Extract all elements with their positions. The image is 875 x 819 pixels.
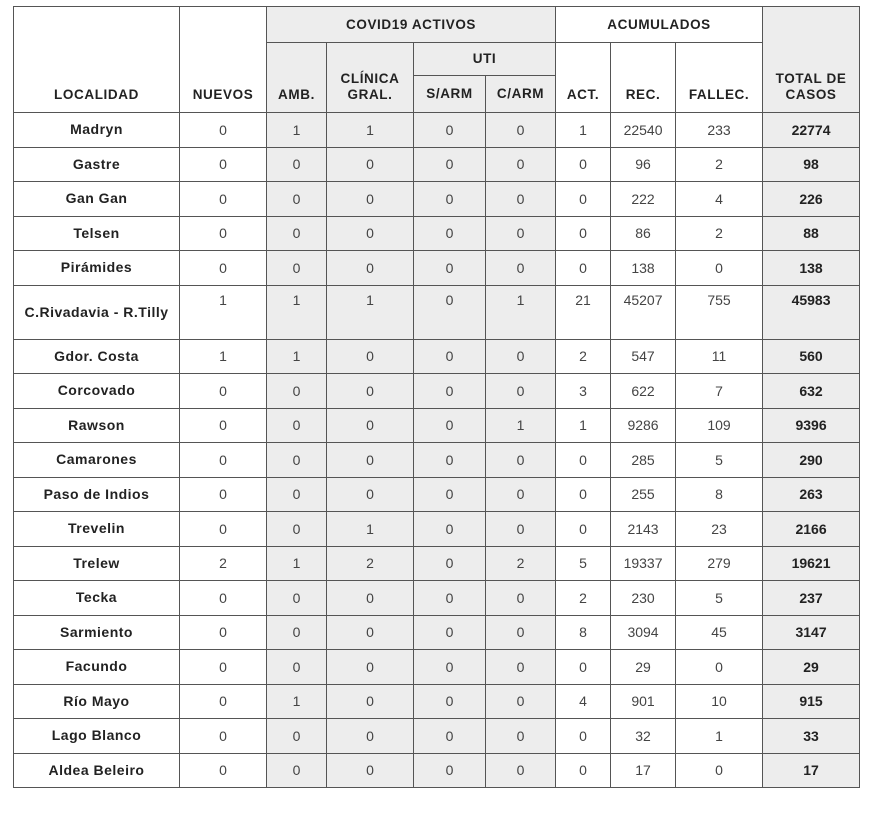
cell-nuevos: 0 (180, 581, 267, 616)
cell-total: 45983 (763, 285, 860, 339)
cell-c-arm: 0 (486, 512, 556, 547)
header-localidad: LOCALIDAD (14, 7, 180, 113)
cell-clinica: 1 (327, 285, 414, 339)
header-s-arm: S/ARM (414, 76, 486, 113)
cell-nuevos: 0 (180, 443, 267, 478)
cell-amb: 0 (267, 753, 327, 788)
table-row (14, 581, 860, 616)
cell-s-arm: 0 (414, 285, 486, 339)
cell-fallec: 7 (676, 374, 763, 409)
table-row (14, 477, 860, 512)
cell-s-arm: 0 (414, 339, 486, 374)
cell-fallec: 0 (676, 753, 763, 788)
cell-total: 290 (763, 443, 860, 478)
cell-s-arm: 0 (414, 581, 486, 616)
table-row (14, 408, 860, 443)
cell-fallec: 109 (676, 408, 763, 443)
cell-c-arm: 0 (486, 581, 556, 616)
cell-rec: 255 (611, 477, 676, 512)
cell-act: 0 (556, 512, 611, 547)
cell-nuevos: 0 (180, 216, 267, 251)
cell-localidad: Tecka (14, 581, 180, 616)
cell-total: 915 (763, 684, 860, 719)
cell-c-arm: 0 (486, 339, 556, 374)
header-total-casos: TOTAL DE CASOS (763, 7, 860, 113)
cell-rec: 138 (611, 251, 676, 286)
cell-c-arm: 0 (486, 147, 556, 182)
cell-localidad: Gastre (14, 147, 180, 182)
cell-amb: 0 (267, 615, 327, 650)
table-row (14, 374, 860, 409)
cell-nuevos: 0 (180, 182, 267, 217)
cell-rec: 901 (611, 684, 676, 719)
cell-amb: 0 (267, 374, 327, 409)
table-row (14, 719, 860, 754)
cell-clinica: 0 (327, 615, 414, 650)
table-body (14, 113, 860, 788)
cell-total: 560 (763, 339, 860, 374)
cell-c-arm: 0 (486, 477, 556, 512)
cell-fallec: 0 (676, 650, 763, 685)
cell-s-arm: 0 (414, 512, 486, 547)
cell-act: 0 (556, 719, 611, 754)
cell-nuevos: 0 (180, 147, 267, 182)
cell-fallec: 11 (676, 339, 763, 374)
cell-total: 19621 (763, 546, 860, 581)
cell-act: 8 (556, 615, 611, 650)
cell-clinica: 0 (327, 650, 414, 685)
table-row (14, 113, 860, 148)
cell-clinica: 0 (327, 477, 414, 512)
cell-s-arm: 0 (414, 251, 486, 286)
cell-nuevos: 1 (180, 339, 267, 374)
cell-fallec: 0 (676, 251, 763, 286)
cell-rec: 45207 (611, 285, 676, 339)
cell-localidad: Pirámides (14, 251, 180, 286)
cell-act: 0 (556, 753, 611, 788)
cell-s-arm: 0 (414, 216, 486, 251)
cell-s-arm: 0 (414, 443, 486, 478)
table-row (14, 339, 860, 374)
cell-clinica: 1 (327, 512, 414, 547)
table-row (14, 216, 860, 251)
cell-act: 0 (556, 477, 611, 512)
cell-amb: 0 (267, 512, 327, 547)
cell-amb: 0 (267, 408, 327, 443)
cell-rec: 86 (611, 216, 676, 251)
cell-nuevos: 0 (180, 113, 267, 148)
cell-clinica: 0 (327, 719, 414, 754)
cell-clinica: 0 (327, 374, 414, 409)
cell-localidad: Lago Blanco (14, 719, 180, 754)
cell-rec: 230 (611, 581, 676, 616)
cell-rec: 2143 (611, 512, 676, 547)
cell-clinica: 0 (327, 684, 414, 719)
cell-clinica: 0 (327, 408, 414, 443)
cell-s-arm: 0 (414, 753, 486, 788)
cell-nuevos: 0 (180, 684, 267, 719)
cell-fallec: 23 (676, 512, 763, 547)
cell-c-arm: 1 (486, 285, 556, 339)
cell-clinica: 0 (327, 147, 414, 182)
cell-amb: 1 (267, 113, 327, 148)
cell-localidad: Sarmiento (14, 615, 180, 650)
cell-nuevos: 1 (180, 285, 267, 339)
cell-nuevos: 0 (180, 719, 267, 754)
cell-localidad: Madryn (14, 113, 180, 148)
cell-amb: 0 (267, 443, 327, 478)
header-nuevos: NUEVOS (180, 7, 267, 113)
table-row (14, 546, 860, 581)
cell-amb: 0 (267, 581, 327, 616)
cell-nuevos: 0 (180, 251, 267, 286)
cell-rec: 96 (611, 147, 676, 182)
cell-c-arm: 0 (486, 753, 556, 788)
cell-amb: 1 (267, 684, 327, 719)
cell-fallec: 5 (676, 443, 763, 478)
header-c-arm: C/ARM (486, 76, 556, 113)
cell-rec: 3094 (611, 615, 676, 650)
cell-amb: 1 (267, 285, 327, 339)
header-act: ACT. (556, 43, 611, 113)
cell-nuevos: 0 (180, 408, 267, 443)
cell-total: 138 (763, 251, 860, 286)
cell-total: 226 (763, 182, 860, 217)
cell-nuevos: 0 (180, 374, 267, 409)
cell-s-arm: 0 (414, 113, 486, 148)
cell-act: 21 (556, 285, 611, 339)
cell-localidad: Telsen (14, 216, 180, 251)
cell-c-arm: 0 (486, 684, 556, 719)
header-uti: UTI (414, 43, 556, 76)
cell-clinica: 0 (327, 251, 414, 286)
cell-fallec: 45 (676, 615, 763, 650)
cell-fallec: 1 (676, 719, 763, 754)
table-row (14, 512, 860, 547)
cell-c-arm: 1 (486, 408, 556, 443)
header-clinica: CLÍNICA GRAL. (327, 43, 414, 113)
cell-s-arm: 0 (414, 684, 486, 719)
table-row (14, 147, 860, 182)
cell-fallec: 2 (676, 147, 763, 182)
cell-act: 0 (556, 147, 611, 182)
cell-act: 5 (556, 546, 611, 581)
cell-c-arm: 0 (486, 182, 556, 217)
cell-total: 3147 (763, 615, 860, 650)
cell-clinica: 0 (327, 443, 414, 478)
cell-c-arm: 0 (486, 251, 556, 286)
cell-total: 17 (763, 753, 860, 788)
header-acumulados: ACUMULADOS (556, 7, 763, 43)
table-row (14, 182, 860, 217)
header-amb: AMB. (267, 43, 327, 113)
cell-total: 22774 (763, 113, 860, 148)
cell-total: 98 (763, 147, 860, 182)
cell-s-arm: 0 (414, 719, 486, 754)
cell-amb: 0 (267, 650, 327, 685)
cell-act: 2 (556, 581, 611, 616)
cell-act: 1 (556, 113, 611, 148)
cell-rec: 285 (611, 443, 676, 478)
cell-nuevos: 0 (180, 650, 267, 685)
cell-localidad: Facundo (14, 650, 180, 685)
cell-amb: 0 (267, 719, 327, 754)
cell-rec: 547 (611, 339, 676, 374)
cell-fallec: 5 (676, 581, 763, 616)
cell-fallec: 233 (676, 113, 763, 148)
cell-c-arm: 0 (486, 113, 556, 148)
cell-s-arm: 0 (414, 546, 486, 581)
cell-total: 237 (763, 581, 860, 616)
cell-localidad: Trevelin (14, 512, 180, 547)
cell-clinica: 0 (327, 182, 414, 217)
cell-rec: 22540 (611, 113, 676, 148)
cell-amb: 0 (267, 477, 327, 512)
cell-amb: 0 (267, 182, 327, 217)
table-row (14, 615, 860, 650)
cell-s-arm: 0 (414, 477, 486, 512)
cell-rec: 9286 (611, 408, 676, 443)
cell-amb: 0 (267, 251, 327, 286)
cell-clinica: 0 (327, 216, 414, 251)
cell-clinica: 0 (327, 339, 414, 374)
cell-amb: 0 (267, 216, 327, 251)
cell-rec: 222 (611, 182, 676, 217)
cell-localidad: Río Mayo (14, 684, 180, 719)
cell-fallec: 279 (676, 546, 763, 581)
cell-c-arm: 0 (486, 650, 556, 685)
header-covid-activos: COVID19 ACTIVOS (267, 7, 556, 43)
table-row (14, 285, 860, 339)
cell-localidad: Aldea Beleiro (14, 753, 180, 788)
cell-localidad: Camarones (14, 443, 180, 478)
cell-total: 9396 (763, 408, 860, 443)
cell-total: 632 (763, 374, 860, 409)
cell-fallec: 755 (676, 285, 763, 339)
cell-localidad: Gdor. Costa (14, 339, 180, 374)
cell-fallec: 2 (676, 216, 763, 251)
cell-act: 2 (556, 339, 611, 374)
cell-c-arm: 0 (486, 443, 556, 478)
cell-act: 0 (556, 182, 611, 217)
cell-s-arm: 0 (414, 615, 486, 650)
cell-localidad: Corcovado (14, 374, 180, 409)
cell-fallec: 10 (676, 684, 763, 719)
cell-rec: 622 (611, 374, 676, 409)
cell-act: 1 (556, 408, 611, 443)
cell-clinica: 0 (327, 753, 414, 788)
header-fallec: FALLEC. (676, 43, 763, 113)
cell-act: 0 (556, 650, 611, 685)
cell-amb: 0 (267, 147, 327, 182)
cell-s-arm: 0 (414, 374, 486, 409)
cell-s-arm: 0 (414, 182, 486, 217)
cell-localidad: C.Rivadavia - R.Tilly (14, 285, 180, 339)
cell-s-arm: 0 (414, 408, 486, 443)
cell-localidad: Gan Gan (14, 182, 180, 217)
cell-nuevos: 2 (180, 546, 267, 581)
header-rec: REC. (611, 43, 676, 113)
cell-fallec: 8 (676, 477, 763, 512)
cell-fallec: 4 (676, 182, 763, 217)
cell-s-arm: 0 (414, 147, 486, 182)
cell-rec: 19337 (611, 546, 676, 581)
table-row (14, 684, 860, 719)
cell-clinica: 0 (327, 581, 414, 616)
table-row (14, 650, 860, 685)
cell-localidad: Paso de Indios (14, 477, 180, 512)
cell-c-arm: 0 (486, 615, 556, 650)
cell-nuevos: 0 (180, 615, 267, 650)
cell-act: 0 (556, 443, 611, 478)
cell-nuevos: 0 (180, 477, 267, 512)
cell-nuevos: 0 (180, 753, 267, 788)
cell-total: 88 (763, 216, 860, 251)
cell-total: 263 (763, 477, 860, 512)
cell-total: 29 (763, 650, 860, 685)
cell-act: 0 (556, 251, 611, 286)
cell-s-arm: 0 (414, 650, 486, 685)
cell-total: 33 (763, 719, 860, 754)
cell-clinica: 1 (327, 113, 414, 148)
cell-act: 4 (556, 684, 611, 719)
cell-amb: 1 (267, 339, 327, 374)
cell-rec: 29 (611, 650, 676, 685)
cell-clinica: 2 (327, 546, 414, 581)
cell-act: 0 (556, 216, 611, 251)
cell-rec: 32 (611, 719, 676, 754)
cell-act: 3 (556, 374, 611, 409)
cell-amb: 1 (267, 546, 327, 581)
cell-rec: 17 (611, 753, 676, 788)
cell-total: 2166 (763, 512, 860, 547)
cell-c-arm: 0 (486, 719, 556, 754)
cell-localidad: Trelew (14, 546, 180, 581)
cell-c-arm: 0 (486, 216, 556, 251)
table-row (14, 443, 860, 478)
table-header (14, 7, 860, 113)
cell-nuevos: 0 (180, 512, 267, 547)
table-row (14, 753, 860, 788)
cell-localidad: Rawson (14, 408, 180, 443)
cell-c-arm: 2 (486, 546, 556, 581)
cell-c-arm: 0 (486, 374, 556, 409)
table-row (14, 251, 860, 286)
covid-cases-table (13, 6, 860, 788)
